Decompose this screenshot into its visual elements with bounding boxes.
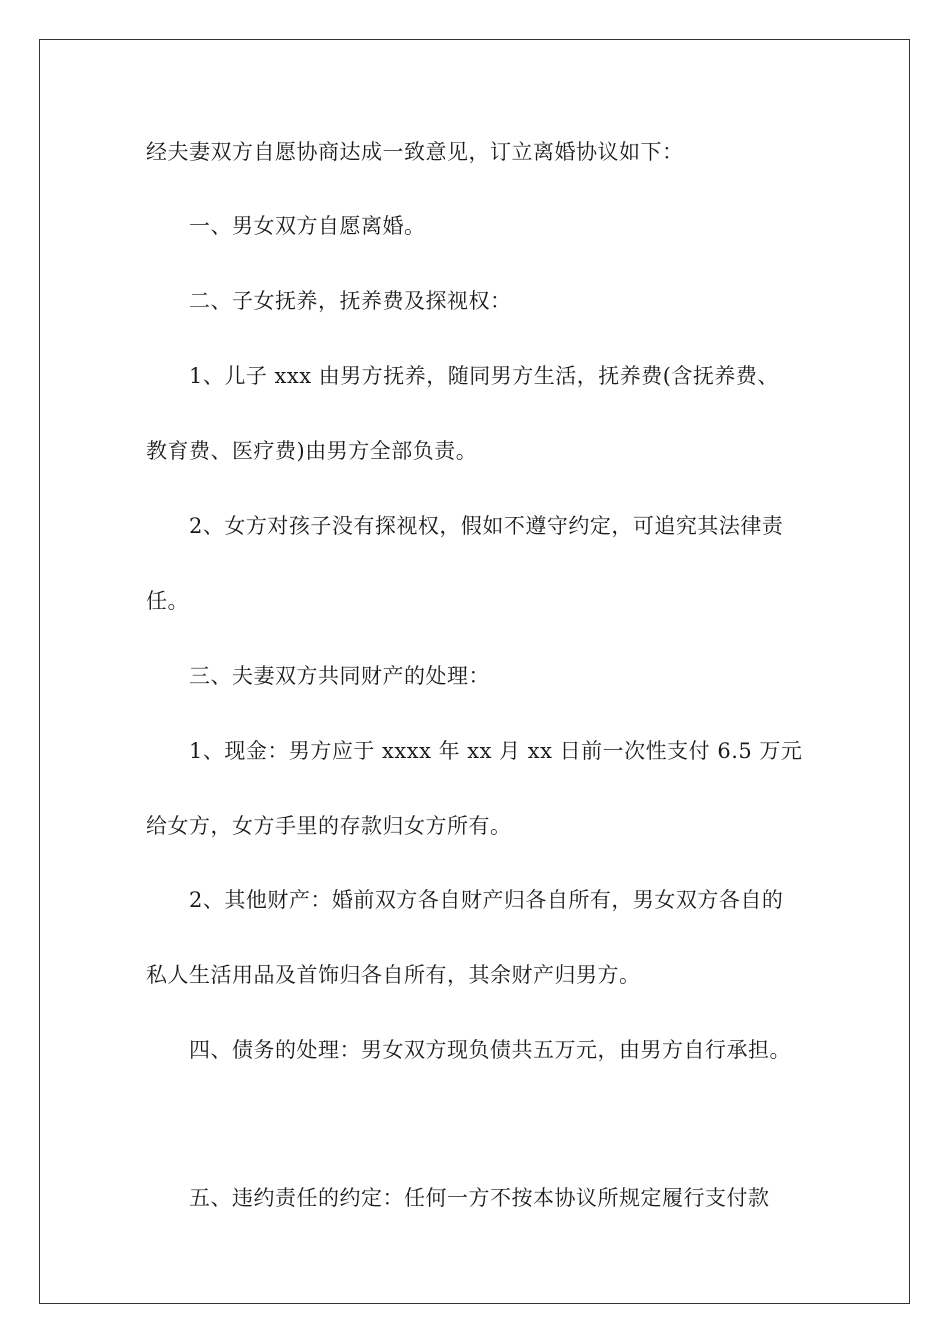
clause-3-heading: 三、夫妻双方共同财产的处理：: [189, 664, 490, 688]
clause-2-item-2-line-1: 2、女方对孩子没有探视权，假如不遵守约定，可追究其法律责: [189, 514, 784, 538]
intro-paragraph: 经夫妻双方自愿协商达成一致意见，订立离婚协议如下：: [146, 140, 684, 164]
clause-4: 四、债务的处理：男女双方现负债共五万元，由男方自行承担。: [189, 1038, 791, 1062]
clause-1: 一、男女双方自愿离婚。: [189, 214, 426, 238]
clause-3-item-1-line-2: 给女方，女方手里的存款归女方所有。: [146, 814, 512, 838]
clause-5-line-1: 五、违约责任的约定：任何一方不按本协议所规定履行支付款: [189, 1186, 770, 1210]
clause-3-item-2-line-1: 2、其他财产：婚前双方各自财产归各自所有，男女双方各自的: [189, 888, 784, 912]
clause-2-heading: 二、子女抚养，抚养费及探视权：: [189, 289, 512, 313]
clause-2-item-1-line-1: 1、儿子 xxx 由男方抚养，随同男方生活，抚养费(含抚养费、: [189, 364, 779, 388]
clause-2-item-1-line-2: 教育费、医疗费)由男方全部负责。: [146, 439, 478, 463]
clause-2-item-2-line-2: 任。: [146, 589, 189, 613]
clause-3-item-2-line-2: 私人生活用品及首饰归各自所有，其余财产归男方。: [146, 963, 641, 987]
clause-3-item-1-line-1: 1、现金：男方应于 xxxx 年 xx 月 xx 日前一次性支付 6.5 万元: [189, 739, 803, 763]
